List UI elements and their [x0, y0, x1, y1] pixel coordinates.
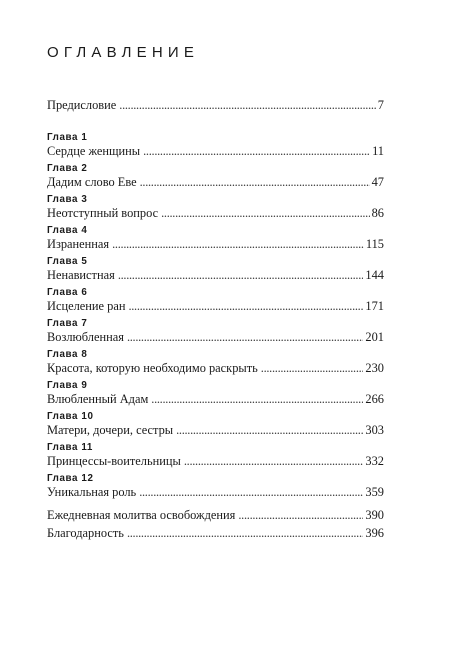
dot-leader: [118, 268, 364, 283]
chapter-label: Глава 3: [47, 194, 88, 205]
toc-entry[interactable]: [47, 454, 384, 469]
dot-leader: [112, 237, 364, 252]
chapter-label: Глава 5: [47, 256, 88, 267]
entry-page-number: 7: [377, 98, 384, 112]
entry-title: Благодарность: [47, 526, 124, 540]
toc-entry[interactable]: [47, 144, 384, 159]
toc-entry[interactable]: [47, 485, 384, 500]
toc-chapter-9: [47, 380, 384, 407]
entry-title: Ежедневная молитва освобождения: [47, 508, 236, 522]
entry-title: Дадим слово Еве: [47, 175, 137, 189]
toc-entry[interactable]: [47, 330, 384, 345]
toc-entry-prayer[interactable]: [47, 508, 384, 523]
entry-title: Неотступный вопрос: [47, 206, 159, 220]
entry-page-number: 86: [371, 206, 384, 220]
toc-entry[interactable]: [47, 423, 384, 438]
entry-page-number: 171: [365, 299, 384, 313]
entry-title: Ненавистная: [47, 268, 115, 282]
entry-page-number: 11: [372, 144, 384, 158]
chapter-label: Глава 8: [47, 349, 88, 360]
toc-chapter-5: [47, 256, 384, 283]
entry-title: Влюбленный Адам: [47, 392, 149, 406]
chapter-label: Глава 9: [47, 380, 88, 391]
toc-entry[interactable]: [47, 175, 384, 190]
toc-entry[interactable]: [47, 237, 384, 252]
toc-entry[interactable]: [47, 299, 384, 314]
entry-page-number: 115: [365, 237, 384, 251]
entry-page-number: 396: [365, 526, 384, 540]
dot-leader: [161, 206, 370, 221]
toc-entry[interactable]: [47, 206, 384, 221]
toc-entry-preface[interactable]: [47, 98, 384, 113]
entry-page-number: 230: [365, 361, 384, 375]
toc-chapter-3: [47, 194, 384, 221]
dot-leader: [127, 526, 363, 541]
dot-leader: [128, 299, 363, 314]
entry-page-number: 303: [365, 423, 384, 437]
dot-leader: [238, 508, 363, 523]
chapter-label: Глава 2: [47, 163, 88, 174]
chapter-label: Глава 12: [47, 473, 94, 484]
toc-heading: ОГЛАВЛЕНИЕ: [47, 44, 200, 61]
entry-page-number: 201: [365, 330, 384, 344]
entry-page-number: 144: [365, 268, 384, 282]
entry-page-number: 390: [365, 508, 384, 522]
chapter-label: Глава 4: [47, 225, 88, 236]
dot-leader: [143, 144, 370, 159]
toc-chapter-12: [47, 473, 384, 500]
dot-leader: [261, 361, 364, 376]
table-of-contents: [47, 98, 384, 541]
entry-title: Израненная: [47, 237, 110, 251]
chapter-label: Глава 11: [47, 442, 93, 453]
toc-chapter-10: [47, 411, 384, 438]
toc-chapter-1: [47, 132, 384, 159]
dot-leader: [127, 330, 363, 345]
entry-page-number: 47: [371, 175, 384, 189]
entry-title: Красота, которую необходимо раскрыть: [47, 361, 258, 375]
toc-chapter-2: [47, 163, 384, 190]
dot-leader: [176, 423, 363, 438]
toc-entry[interactable]: [47, 268, 384, 283]
chapter-label: Глава 10: [47, 411, 94, 422]
entry-title: Предисловие: [47, 98, 117, 112]
toc-entry-acknowledgements[interactable]: [47, 526, 384, 541]
toc-chapter-7: [47, 318, 384, 345]
toc-entry[interactable]: [47, 392, 384, 407]
entry-title: Возлюбленная: [47, 330, 124, 344]
dot-leader: [184, 454, 364, 469]
dot-leader: [151, 392, 363, 407]
toc-chapter-11: [47, 442, 384, 469]
dot-leader: [139, 485, 363, 500]
toc-entry[interactable]: [47, 361, 384, 376]
chapter-label: Глава 1: [47, 132, 88, 143]
toc-chapter-8: [47, 349, 384, 376]
chapter-label: Глава 7: [47, 318, 88, 329]
entry-title: Уникальная роль: [47, 485, 137, 499]
dot-leader: [140, 175, 370, 190]
entry-title: Матери, дочери, сестры: [47, 423, 174, 437]
chapter-label: Глава 6: [47, 287, 88, 298]
entry-title: Исцеление ран: [47, 299, 126, 313]
entry-page-number: 332: [365, 454, 384, 468]
entry-title: Принцессы-воительницы: [47, 454, 181, 468]
toc-chapter-4: [47, 225, 384, 252]
entry-title: Сердце женщины: [47, 144, 141, 158]
dot-leader: [119, 98, 376, 113]
entry-page-number: 266: [365, 392, 384, 406]
entry-page-number: 359: [365, 485, 384, 499]
toc-chapter-6: [47, 287, 384, 314]
